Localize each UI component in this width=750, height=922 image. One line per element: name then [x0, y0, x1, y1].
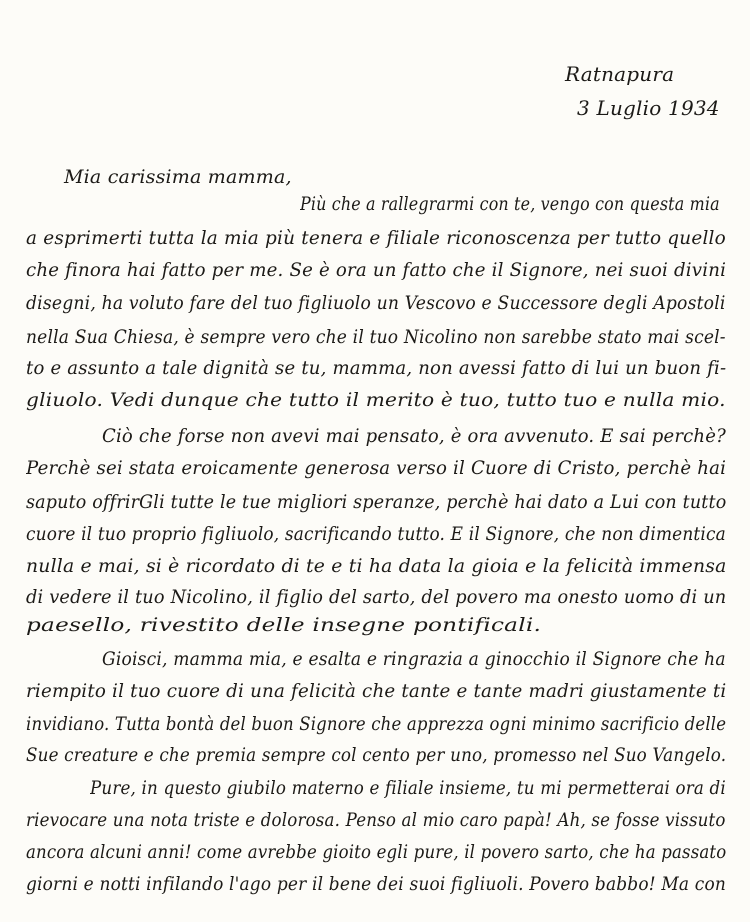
letter-line: saputo offrirGli tutte le tue migliori speranze, perchè hai dato a Lui con tutto: [26, 492, 726, 513]
letter-line: gliuolo. Vedi dunque che tutto il merito è tuo, tutto tuo e nulla mio.: [26, 390, 726, 411]
letter-line: nella Sua Chiesa, è sempre vero che il tuo Nicolino non sarebbe stato mai scel-: [26, 327, 726, 348]
letter-line: Ciò che forse non avevi mai pensato, è ora avvenuto. E sai perchè?: [102, 426, 726, 447]
letter-line: Perchè sei stata eroicamente generosa verso il Cuore di Cristo, perchè hai: [26, 458, 726, 479]
letter-line: disegni, ha voluto fare del tuo figliuolo un Vescovo e Successore degli Apostoli: [26, 293, 726, 314]
letter-line: paesello, rivestito delle insegne pontificali.: [26, 615, 542, 636]
letter-line: Più che a rallegrarmi con te, vengo con questa mia: [300, 194, 720, 215]
letter-line: riempito il tuo cuore di una felicità che tante e tante madri giustamente ti: [26, 681, 726, 702]
letter-line: giorni e notti infilando l'ago per il bene dei suoi figliuoli. Povero babbo! Ma con: [26, 874, 726, 895]
letter-line: a esprimerti tutta la mia più tenera e filiale riconoscenza per tutto quello: [26, 228, 726, 249]
letter-salutation: Mia carissima mamma,: [64, 166, 292, 188]
letter-line: to e assunto a tale dignità se tu, mamma, non avessi fatto di lui un buon fi-: [26, 358, 726, 379]
letter-line: rievocare una nota triste e dolorosa. Penso al mio caro papà! Ah, se fosse vissuto: [26, 810, 726, 831]
letter-line: cuore il tuo proprio figliuolo, sacrificando tutto. E il Signore, che non dimentica: [26, 524, 726, 545]
letter-line: di vedere il tuo Nicolino, il figlio del sarto, del povero ma onesto uomo di un: [26, 587, 726, 608]
letter-line: che finora hai fatto per me. Se è ora un fatto che il Signore, nei suoi divini: [26, 260, 726, 281]
letter-line: Pure, in questo giubilo materno e filiale insieme, tu mi permetterai ora di: [90, 778, 726, 799]
letter-line: Sue creature e che premia sempre col cento per uno, promesso nel Suo Vangelo.: [26, 745, 726, 766]
letter-line: ancora alcuni anni! come avrebbe gioito egli pure, il povero sarto, che ha passato: [26, 842, 726, 863]
letter-place: Ratnapura: [565, 62, 675, 86]
letter-line: Gioisci, mamma mia, e esalta e ringrazia a ginocchio il Signore che ha: [102, 649, 726, 670]
letter-date: 3 Luglio 1934: [577, 96, 720, 120]
letter-line: invidiano. Tutta bontà del buon Signore che apprezza ogni minimo sacrificio delle: [26, 714, 726, 735]
letter-line: nulla e mai, si è ricordato di te e ti ha data la gioia e la felicità immensa: [26, 556, 726, 577]
